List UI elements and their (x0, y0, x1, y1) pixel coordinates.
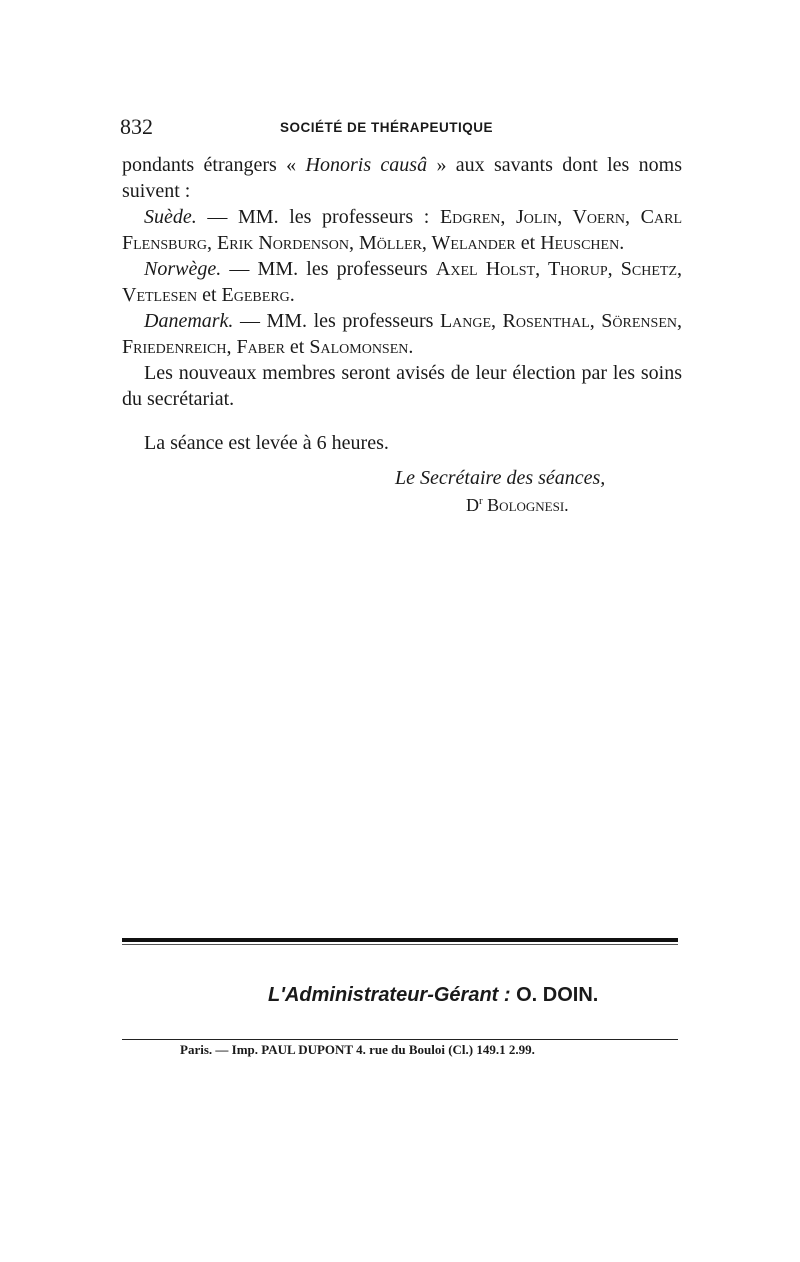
printer-rule (122, 1039, 678, 1040)
names-suede: Edgren, Jolin, Voern, Carl Flensburg, Erik Nordenson, Möller, Welander (122, 206, 682, 254)
country-norvege: Norwège. (144, 258, 222, 280)
closing-paragraph: Les nouveaux membres seront avisés de leur élection par les soins du secrétariat. (122, 362, 682, 410)
suede-paragraph: Suède. — MM. les professeurs : Edgren, Jolin, Voern, Carl Flensburg, Erik Nordenson, Möller, Welander et Heuschen. (122, 206, 682, 254)
footer-rule-thin (122, 944, 678, 945)
footer-rule-thick (122, 938, 678, 942)
administrator-role: L'Administrateur-Gérant : (268, 984, 511, 1006)
signature-title: Le Secrétaire des séances, (395, 467, 606, 489)
country-suede: Suède. (144, 206, 197, 228)
page-number: 832 (120, 114, 153, 139)
country-danemark: Danemark. (144, 310, 234, 332)
names-danemark: Lange, Rosenthal, Sörensen, Friedenreich, Faber (122, 310, 682, 358)
names-norvege: Axel Holst, Thorup, Schetz, Vetlesen (122, 258, 683, 306)
body-text (122, 152, 682, 456)
intro-paragraph: pondants étrangers « Honoris causâ » aux savants dont les noms suivent : (122, 154, 683, 202)
administrator-line (268, 984, 598, 1007)
norvege-paragraph: Norwège. — MM. les professeurs Axel Holst, Thorup, Schetz, Vetlesen et Egeberg. (122, 258, 683, 306)
danemark-paragraph: Danemark. — MM. les professeurs Lange, Rosenthal, Sörensen, Friedenreich, Faber et Salomonsen. (122, 310, 682, 358)
page-header (120, 114, 680, 144)
adjourn-paragraph: La séance est levée à 6 heures. (144, 432, 389, 454)
honoris-causa: Honoris causâ (305, 154, 428, 176)
administrator-name: O. DOIN. (510, 984, 599, 1006)
printer-imprint: Paris. — Imp. PAUL DUPONT 4. rue du Bouloi (Cl.) 149.1 2.99. (180, 1042, 535, 1057)
paragraph-spacer (122, 412, 682, 430)
signature-name: $D^r$ Bolognesi. (466, 495, 569, 515)
running-head: SOCIÉTÉ DE THÉRAPEUTIQUE (280, 120, 494, 135)
